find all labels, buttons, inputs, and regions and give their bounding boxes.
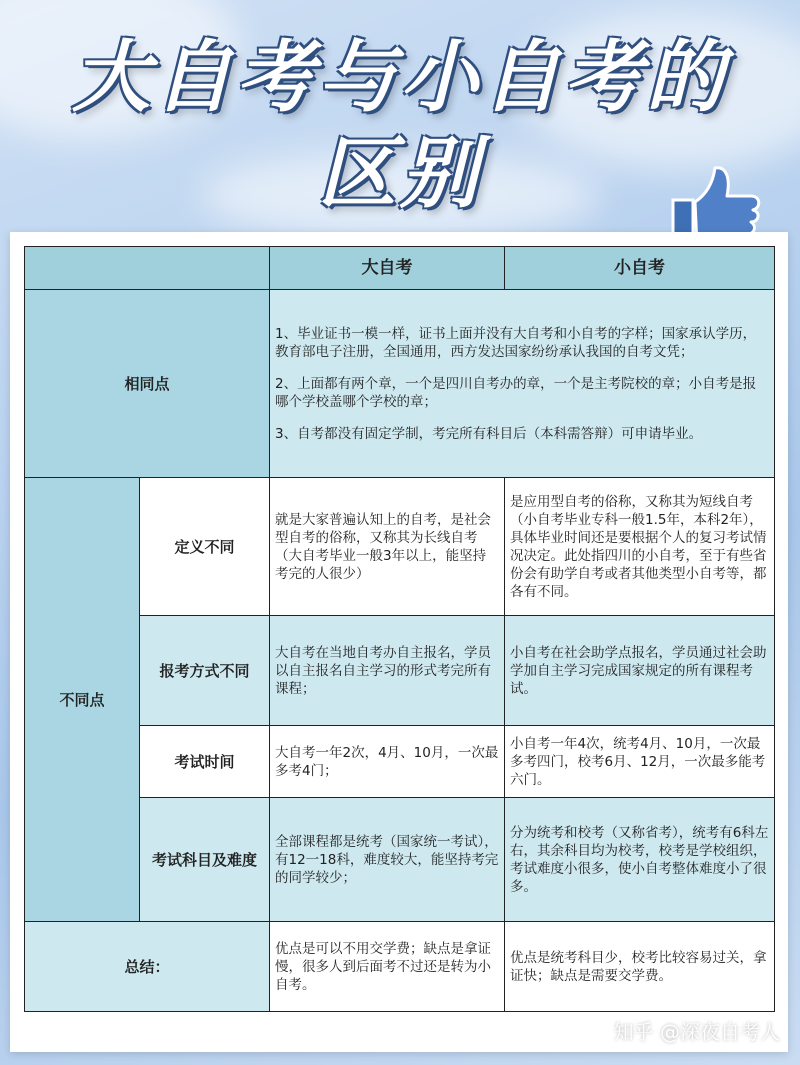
- xiao-cell: 小自考一年4次，统考4月、10月，一次最多考四门，校考6月、12月，一次最多能考六门。: [505, 726, 775, 798]
- row-label: 考试时间: [140, 726, 270, 798]
- da-cell: 全部课程都是统考（国家统一考试），有12一18科，难度较大，能坚持考完的同学较少；: [270, 798, 505, 922]
- same-label: 相同点: [25, 290, 270, 478]
- xiao-cell: 是应用型自考的俗称，又称其为短线自考（小自考毕业专科一般1.5年，本科2年），具体毕业时间还是要根据个人的复习考试情况决定。此处指四川的小自考，至于有些省份会有助学自考或者其他类型小自考等，都各有不同。: [505, 478, 775, 616]
- comparison-card: [10, 232, 788, 1052]
- watermark: 知乎 @深夜自考人: [613, 1020, 780, 1044]
- header-da-zikao: 大自考: [270, 247, 505, 290]
- da-cell: 大自考一年2次，4月、10月，一次最多考4门；: [270, 726, 505, 798]
- da-cell: 大自考在当地自考办自主报名，学员以自主报名自主学习的形式考完所有课程；: [270, 616, 505, 726]
- row-label: 定义不同: [140, 478, 270, 616]
- same-row: [25, 290, 775, 478]
- title-line-2: 区别: [317, 129, 482, 219]
- same-content: [270, 290, 775, 478]
- diff-label: 不同点: [25, 478, 140, 922]
- table-row: [25, 478, 775, 616]
- comparison-table: [24, 246, 775, 1012]
- xiao-cell: 分为统考和校考（又称省考），统考有6科左右，其余科目均为校考，校考是学校组织，考试难度小很多，使小自考整体难度小了很多。: [505, 798, 775, 922]
- same-point-3: 3、自考都没有固定学制，考完所有科目后（本科需答辩）可申请毕业。: [275, 425, 703, 442]
- summary-da-cell: 优点是可以不用交学费；缺点是拿证慢，很多人到后面考不过还是转为小自考。: [270, 922, 505, 1012]
- summary-row: [25, 922, 775, 1012]
- same-point-2: 2、上面都有两个章，一个是四川自考办的章，一个是主考院校的章；小自考是报哪个学校盖哪个学校的章；: [275, 375, 757, 410]
- xiao-cell: 小自考在社会助学点报名，学员通过社会助学加自主学习完成国家规定的所有课程考试。: [505, 616, 775, 726]
- table-header-row: [25, 247, 775, 290]
- summary-label: 总结：: [25, 922, 270, 1012]
- summary-xiao-cell: 优点是统考科目少，校考比较容易过关，拿证快；缺点是需要交学费。: [505, 922, 775, 1012]
- row-label: 报考方式不同: [140, 616, 270, 726]
- title-line-1: 大自考与小自考的: [71, 33, 728, 123]
- header-xiao-zikao: 小自考: [505, 247, 775, 290]
- da-cell: 就是大家普遍认知上的自考，是社会型自考的俗称，又称其为长线自考（大自考毕业一般3年以上，能坚持考完的人很少）: [270, 478, 505, 616]
- row-label: 考试科目及难度: [140, 798, 270, 922]
- header-empty-cell: [25, 247, 270, 290]
- same-point-1: 1、毕业证书一模一样，证书上面并没有大自考和小自考的字样；国家承认学历，教育部电子注册，全国通用，西方发达国家纷纷承认我国的自考文凭；: [275, 325, 757, 360]
